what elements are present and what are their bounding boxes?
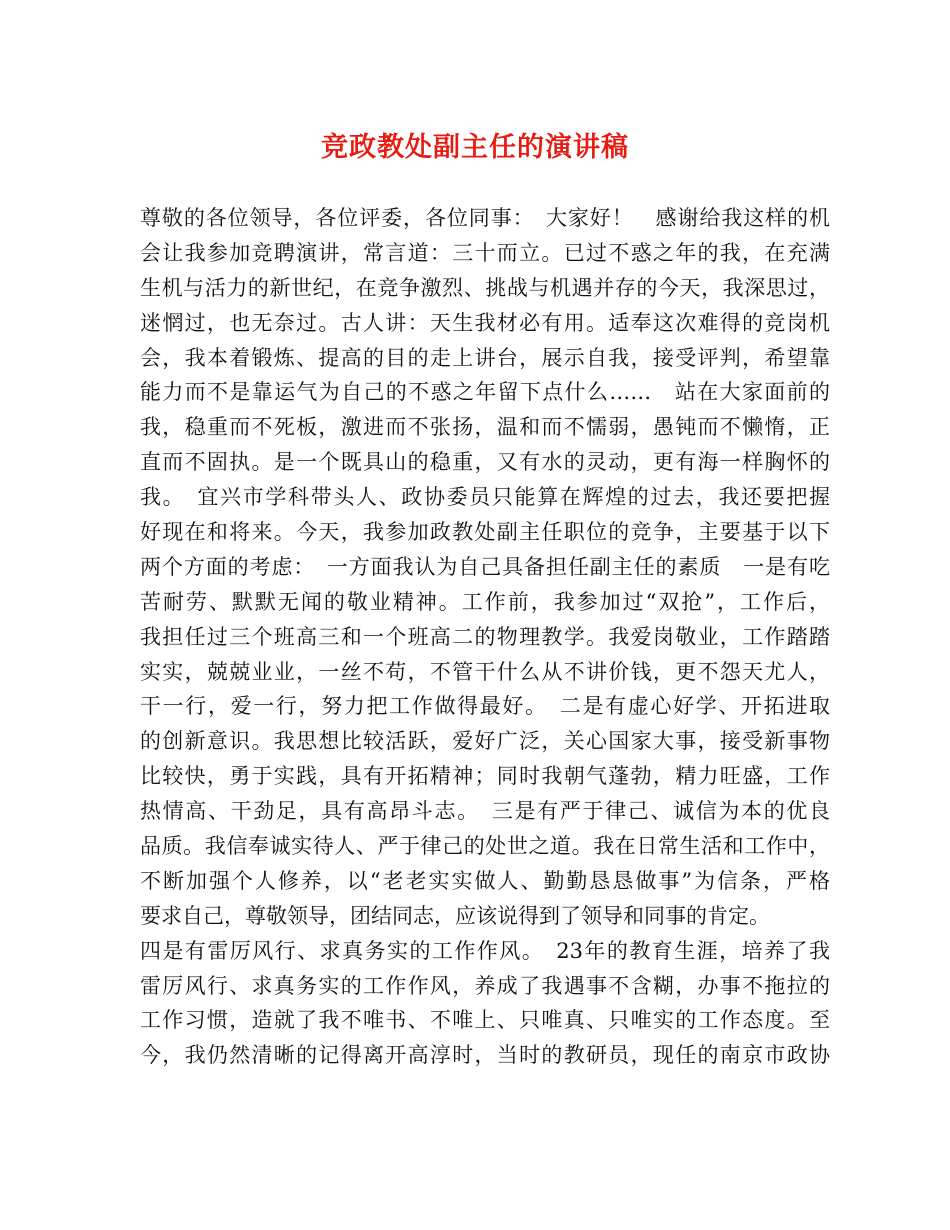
body-line: 品质。我信奉诚实待人、严于律己的处世之道。我在日常生活和工作中， xyxy=(140,834,830,859)
body-line: 不断加强个人修养，以“老老实实做人、勤勤恳恳做事”为信条，严格 xyxy=(140,868,830,893)
body-line: 生机与活力的新世纪，在竞争激烈、挑战与机遇并存的今天，我深思过， xyxy=(140,275,830,300)
body-line: 我。 宜兴市学科带头人、政协委员只能算在辉煌的过去，我还要把握 xyxy=(140,485,830,510)
body-line: 苦耐劳、默默无闻的敬业精神。工作前，我参加过“双抢”，工作后， xyxy=(140,589,830,614)
body-line: 直而不固执。是一个既具山的稳重，又有水的灵动，更有海一样胸怀的 xyxy=(140,450,830,475)
body-line: 四是有雷厉风行、求真务实的工作作风。 23年的教育生涯，培养了我 xyxy=(140,938,830,963)
body-line: 好现在和将来。今天，我参加政教处副主任职位的竞争，主要基于以下 xyxy=(140,520,830,545)
body-line: 今，我仍然清晰的记得离开高淳时，当时的教研员，现任的南京市政协 xyxy=(140,1043,830,1068)
body-line: 我，稳重而不死板，激进而不张扬，温和而不懦弱，愚钝而不懒惰，正 xyxy=(140,415,830,440)
document-title: 竞政教处副主任的演讲稿 xyxy=(321,132,629,163)
body-line: 热情高、干劲足，具有高昂斗志。 三是有严于律己、诚信为本的优良 xyxy=(140,799,830,824)
body-line: 实实，兢兢业业，一丝不苟，不管干什么从不讲价钱，更不怨天尤人， xyxy=(140,659,830,684)
body-line: 两个方面的考虑： 一方面我认为自己具备担任副主任的素质 一是有吃 xyxy=(140,554,830,579)
body-line: 会，我本着锻炼、提高的目的走上讲台，展示自我，接受评判，希望靠 xyxy=(140,345,830,370)
body-line: 尊敬的各位领导，各位评委，各位同事： 大家好！ 感谢给我这样的机 xyxy=(140,206,830,230)
body-line: 我担任过三个班高三和一个班高二的物理教学。我爱岗敬业，工作踏踏 xyxy=(140,624,830,649)
body-line: 会让我参加竞聘演讲，常言道：三十而立。已过不惑之年的我，在充满 xyxy=(140,240,830,265)
body-line: 的创新意识。我思想比较活跃，爱好广泛，关心国家大事，接受新事物 xyxy=(140,729,830,754)
body-line: 雷厉风行、求真务实的工作作风，养成了我遇事不含糊，办事不拖拉的 xyxy=(140,973,830,998)
body-line: 要求自己，尊敬领导，团结同志，应该说得到了领导和同事的肯定。 xyxy=(140,903,770,928)
body-line: 能力而不是靠运气为自己的不惑之年留下点什么…… 站在大家面前的 xyxy=(140,380,830,405)
body-line: 干一行，爱一行，努力把工作做得最好。 二是有虚心好学、开拓进取 xyxy=(140,694,830,719)
body-line: 迷惘过，也无奈过。古人讲：天生我材必有用。适奉这次难得的竞岗机 xyxy=(140,310,830,335)
document-body xyxy=(140,201,830,1073)
body-line: 工作习惯，造就了我不唯书、不唯上、只唯真、只唯实的工作态度。至 xyxy=(140,1008,830,1033)
body-line: 比较快，勇于实践，具有开拓精神；同时我朝气蓬勃，精力旺盛，工作 xyxy=(140,764,830,789)
